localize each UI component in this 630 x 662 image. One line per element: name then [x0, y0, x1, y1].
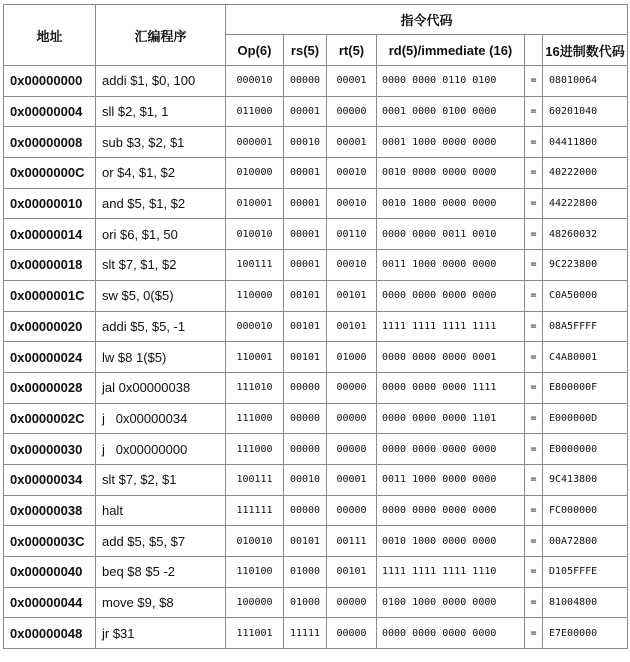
hex-code-cell: C0A50000	[543, 280, 628, 311]
hex-code-cell: E000000D	[543, 403, 628, 434]
hex-code-cell: 48260032	[543, 219, 628, 250]
equals-sign: =	[525, 250, 543, 281]
hex-code-cell: E800000F	[543, 372, 628, 403]
assembly-cell: slt $7, $2, $1	[96, 464, 226, 495]
immediate-cell: 0011 1000 0000 0000	[377, 464, 525, 495]
rs-cell: 11111	[284, 618, 327, 649]
assembly-cell: sll $2, $1, 1	[96, 96, 226, 127]
hex-code-cell: 40222000	[543, 158, 628, 189]
header-op: Op(6)	[226, 35, 284, 66]
table-row	[4, 280, 628, 311]
assembly-cell: halt	[96, 495, 226, 526]
table-row	[4, 188, 628, 219]
header-rs: rs(5)	[284, 35, 327, 66]
op-cell: 111111	[226, 495, 284, 526]
table-row	[4, 66, 628, 97]
assembly-cell: j 0x00000000	[96, 434, 226, 465]
address-cell: 0x00000048	[4, 618, 96, 649]
instruction-rows	[4, 66, 628, 649]
op-cell: 110000	[226, 280, 284, 311]
op-cell: 000010	[226, 66, 284, 97]
table-row	[4, 96, 628, 127]
table-row	[4, 219, 628, 250]
equals-sign: =	[525, 219, 543, 250]
equals-sign: =	[525, 188, 543, 219]
op-cell: 110001	[226, 342, 284, 373]
op-cell: 110100	[226, 557, 284, 588]
hex-code-cell: FC000000	[543, 495, 628, 526]
equals-sign: =	[525, 342, 543, 373]
rs-cell: 00001	[284, 219, 327, 250]
equals-sign: =	[525, 311, 543, 342]
rt-cell: 00001	[327, 464, 377, 495]
op-cell: 100111	[226, 464, 284, 495]
address-cell: 0x00000000	[4, 66, 96, 97]
op-cell: 011000	[226, 96, 284, 127]
op-cell: 010010	[226, 526, 284, 557]
immediate-cell: 1111 1111 1111 1111	[377, 311, 525, 342]
table-row	[4, 372, 628, 403]
assembly-cell: sub $3, $2, $1	[96, 127, 226, 158]
rs-cell: 00010	[284, 464, 327, 495]
rt-cell: 00001	[327, 127, 377, 158]
table-row	[4, 618, 628, 649]
immediate-cell: 0010 1000 0000 0000	[377, 526, 525, 557]
address-cell: 0x0000000C	[4, 158, 96, 189]
header-instruction-code: 指令代码	[226, 5, 628, 35]
assembly-cell: move $9, $8	[96, 587, 226, 618]
assembly-cell: add $5, $5, $7	[96, 526, 226, 557]
table-row	[4, 557, 628, 588]
assembly-cell: slt $7, $1, $2	[96, 250, 226, 281]
address-cell: 0x00000004	[4, 96, 96, 127]
hex-code-cell: 04411800	[543, 127, 628, 158]
rt-cell: 00111	[327, 526, 377, 557]
immediate-cell: 0000 0000 0000 0000	[377, 495, 525, 526]
op-cell: 111001	[226, 618, 284, 649]
table-row	[4, 342, 628, 373]
rs-cell: 00101	[284, 342, 327, 373]
equals-sign: =	[525, 96, 543, 127]
rs-cell: 00000	[284, 434, 327, 465]
rt-cell: 00001	[327, 66, 377, 97]
table-row	[4, 403, 628, 434]
rs-cell: 00001	[284, 250, 327, 281]
immediate-cell: 0000 0000 0000 0000	[377, 434, 525, 465]
assembly-cell: beq $8 $5 -2	[96, 557, 226, 588]
rt-cell: 00000	[327, 372, 377, 403]
op-cell: 010010	[226, 219, 284, 250]
assembly-cell: lw $8 1($5)	[96, 342, 226, 373]
equals-sign: =	[525, 372, 543, 403]
address-cell: 0x00000040	[4, 557, 96, 588]
immediate-cell: 0000 0000 0110 0100	[377, 66, 525, 97]
rs-cell: 01000	[284, 557, 327, 588]
table-row	[4, 158, 628, 189]
immediate-cell: 0000 0000 0000 1111	[377, 372, 525, 403]
op-cell: 111010	[226, 372, 284, 403]
hex-code-cell: 00A72800	[543, 526, 628, 557]
rt-cell: 00000	[327, 618, 377, 649]
equals-sign: =	[525, 587, 543, 618]
immediate-cell: 0000 0000 0000 0000	[377, 618, 525, 649]
rt-cell: 00000	[327, 587, 377, 618]
rs-cell: 00001	[284, 96, 327, 127]
rs-cell: 00001	[284, 188, 327, 219]
hex-code-cell: 44222800	[543, 188, 628, 219]
address-cell: 0x00000030	[4, 434, 96, 465]
rs-cell: 00000	[284, 495, 327, 526]
immediate-cell: 0000 0000 0000 0000	[377, 280, 525, 311]
table-row	[4, 311, 628, 342]
rt-cell: 00101	[327, 311, 377, 342]
hex-code-cell: 08010064	[543, 66, 628, 97]
rt-cell: 00000	[327, 434, 377, 465]
hex-code-cell: 60201040	[543, 96, 628, 127]
hex-code-cell: 08A5FFFF	[543, 311, 628, 342]
immediate-cell: 0000 0000 0011 0010	[377, 219, 525, 250]
immediate-cell: 0011 1000 0000 0000	[377, 250, 525, 281]
rt-cell: 01000	[327, 342, 377, 373]
equals-sign: =	[525, 618, 543, 649]
op-cell: 100000	[226, 587, 284, 618]
table-row	[4, 250, 628, 281]
address-cell: 0x00000024	[4, 342, 96, 373]
hex-code-cell: C4A80001	[543, 342, 628, 373]
rs-cell: 00000	[284, 66, 327, 97]
table-row	[4, 464, 628, 495]
assembly-cell: and $5, $1, $2	[96, 188, 226, 219]
rt-cell: 00110	[327, 219, 377, 250]
header-hex: 16进制数代码	[543, 35, 628, 66]
immediate-cell: 0010 0000 0000 0000	[377, 158, 525, 189]
equals-sign: =	[525, 526, 543, 557]
op-cell: 111000	[226, 403, 284, 434]
op-cell: 000010	[226, 311, 284, 342]
op-cell: 010000	[226, 158, 284, 189]
assembly-cell: addi $1, $0, 100	[96, 66, 226, 97]
table-row	[4, 587, 628, 618]
equals-sign: =	[525, 403, 543, 434]
rt-cell: 00010	[327, 188, 377, 219]
op-cell: 000001	[226, 127, 284, 158]
hex-code-cell: E0000000	[543, 434, 628, 465]
table-row	[4, 434, 628, 465]
equals-sign: =	[525, 557, 543, 588]
op-cell: 100111	[226, 250, 284, 281]
header-address: 地址	[4, 5, 96, 66]
assembly-cell: jr $31	[96, 618, 226, 649]
rs-cell: 00101	[284, 311, 327, 342]
equals-sign: =	[525, 127, 543, 158]
address-cell: 0x0000003C	[4, 526, 96, 557]
address-cell: 0x00000020	[4, 311, 96, 342]
rs-cell: 00001	[284, 158, 327, 189]
header-rd-immediate: rd(5)/immediate (16)	[377, 35, 525, 66]
rt-cell: 00000	[327, 403, 377, 434]
table-row	[4, 495, 628, 526]
rs-cell: 00101	[284, 280, 327, 311]
assembly-cell: sw $5, 0($5)	[96, 280, 226, 311]
hex-code-cell: 9C413800	[543, 464, 628, 495]
assembly-cell: jal 0x00000038	[96, 372, 226, 403]
hex-code-cell: 9C223800	[543, 250, 628, 281]
rs-cell: 01000	[284, 587, 327, 618]
table-row	[4, 127, 628, 158]
address-cell: 0x00000034	[4, 464, 96, 495]
rs-cell: 00000	[284, 403, 327, 434]
assembly-cell: j 0x00000034	[96, 403, 226, 434]
hex-code-cell: 81004800	[543, 587, 628, 618]
immediate-cell: 0001 0000 0100 0000	[377, 96, 525, 127]
rs-cell: 00101	[284, 526, 327, 557]
assembly-cell: addi $5, $5, -1	[96, 311, 226, 342]
assembly-cell: or $4, $1, $2	[96, 158, 226, 189]
address-cell: 0x00000044	[4, 587, 96, 618]
address-cell: 0x0000001C	[4, 280, 96, 311]
header-assembly: 汇编程序	[96, 5, 226, 66]
rt-cell: 00101	[327, 280, 377, 311]
assembly-cell: ori $6, $1, 50	[96, 219, 226, 250]
equals-sign: =	[525, 280, 543, 311]
immediate-cell: 1111 1111 1111 1110	[377, 557, 525, 588]
address-cell: 0x00000010	[4, 188, 96, 219]
address-cell: 0x00000038	[4, 495, 96, 526]
rt-cell: 00000	[327, 96, 377, 127]
instruction-table	[3, 4, 628, 649]
address-cell: 0x00000028	[4, 372, 96, 403]
immediate-cell: 0010 1000 0000 0000	[377, 188, 525, 219]
equals-sign: =	[525, 434, 543, 465]
rt-cell: 00010	[327, 250, 377, 281]
header-rt: rt(5)	[327, 35, 377, 66]
hex-code-cell: D105FFFE	[543, 557, 628, 588]
equals-sign: =	[525, 158, 543, 189]
immediate-cell: 0100 1000 0000 0000	[377, 587, 525, 618]
op-cell: 111000	[226, 434, 284, 465]
hex-code-cell: E7E00000	[543, 618, 628, 649]
equals-sign: =	[525, 66, 543, 97]
immediate-cell: 0001 1000 0000 0000	[377, 127, 525, 158]
rt-cell: 00000	[327, 495, 377, 526]
immediate-cell: 0000 0000 0000 1101	[377, 403, 525, 434]
rs-cell: 00000	[284, 372, 327, 403]
rs-cell: 00010	[284, 127, 327, 158]
address-cell: 0x00000018	[4, 250, 96, 281]
equals-sign: =	[525, 495, 543, 526]
equals-sign: =	[525, 464, 543, 495]
address-cell: 0x00000014	[4, 219, 96, 250]
rt-cell: 00101	[327, 557, 377, 588]
rt-cell: 00010	[327, 158, 377, 189]
table-row	[4, 526, 628, 557]
immediate-cell: 0000 0000 0000 0001	[377, 342, 525, 373]
address-cell: 0x00000008	[4, 127, 96, 158]
op-cell: 010001	[226, 188, 284, 219]
address-cell: 0x0000002C	[4, 403, 96, 434]
